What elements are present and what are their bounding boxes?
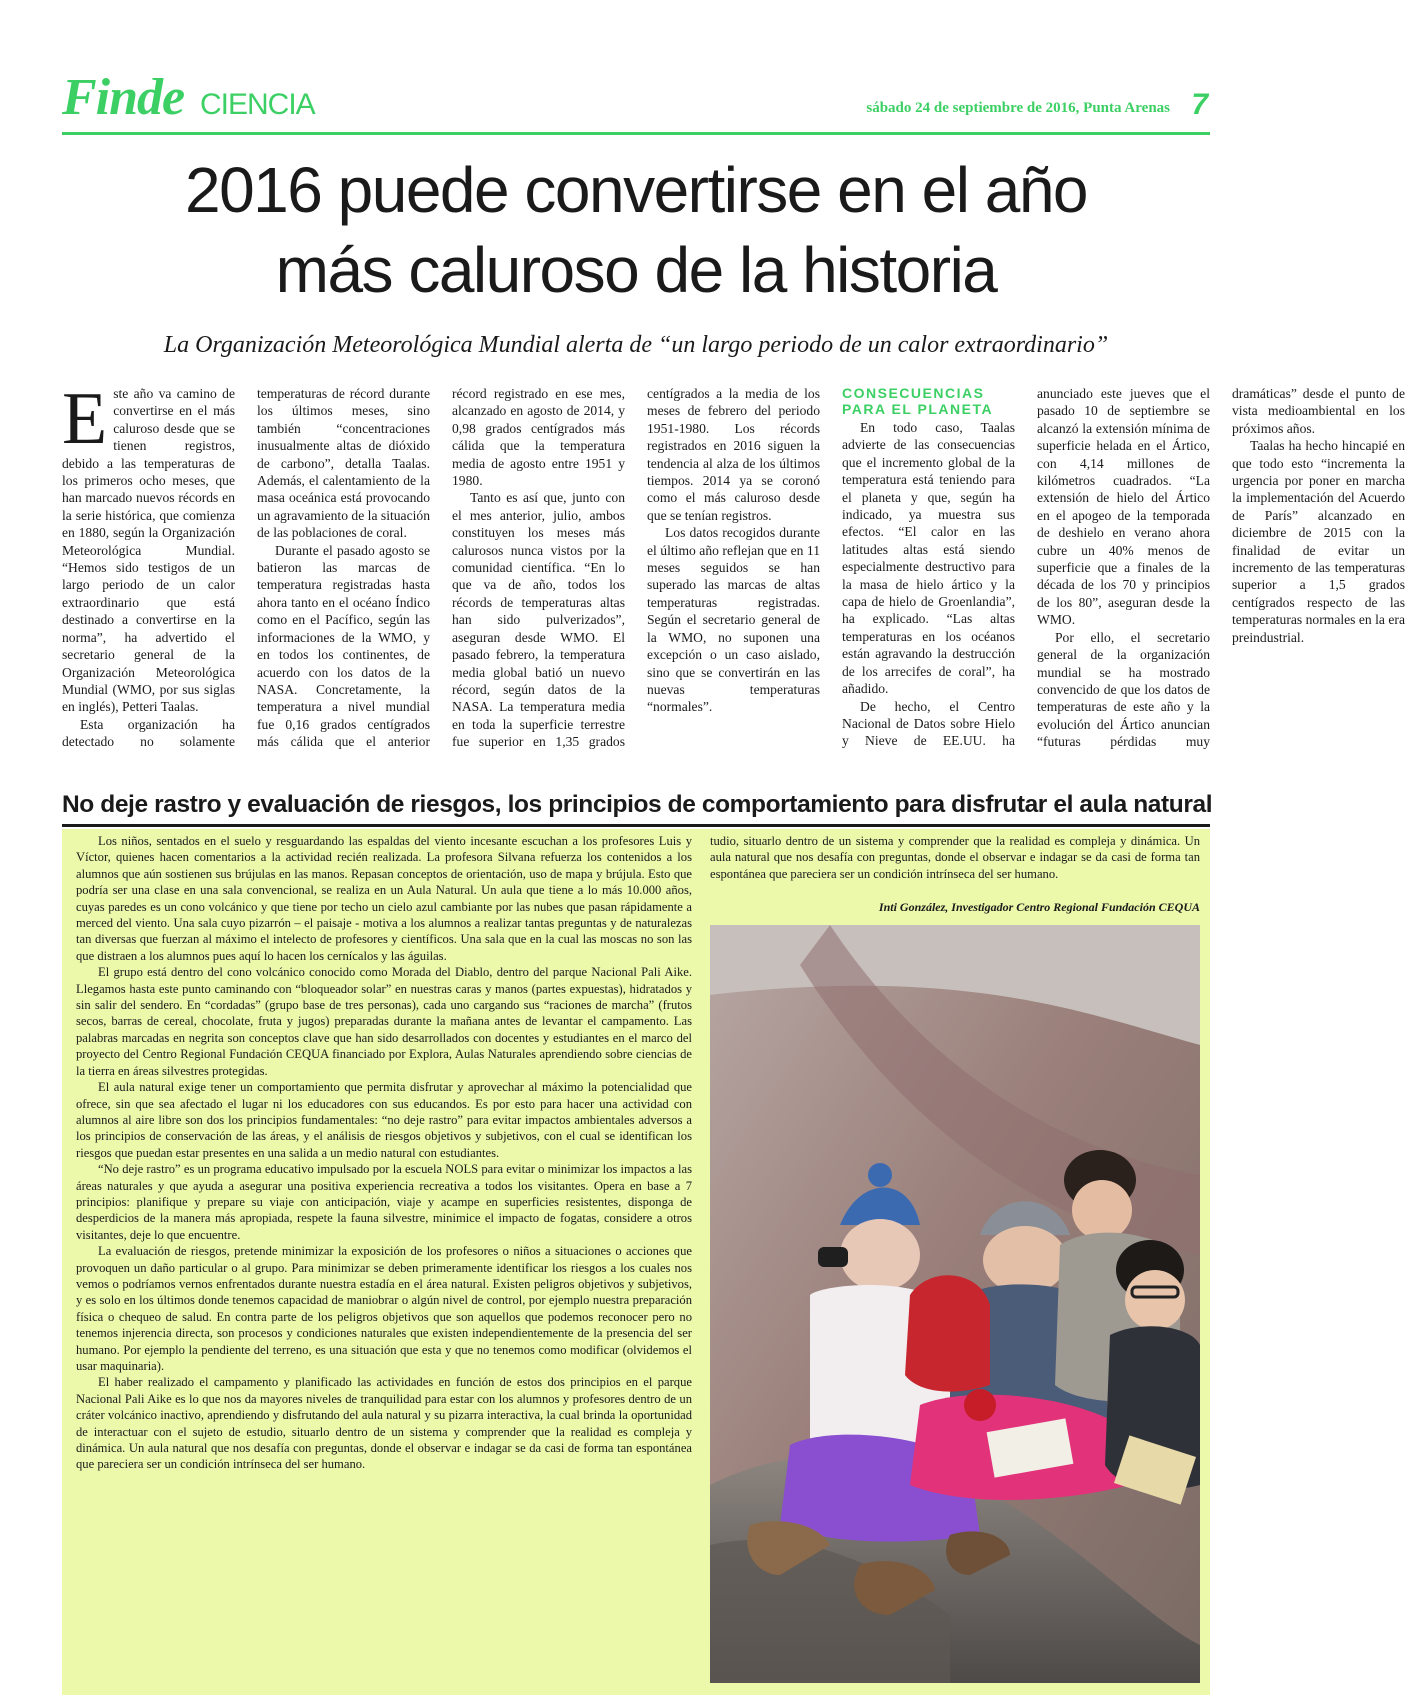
paragraph: [62, 378, 235, 716]
paragraph: Taalas ha hecho hincapié en que todo esto “incrementa la urgencia por poner en marcha la implementación del Acuerdo de París” alcanzado en diciembre de 2015 con la finalidad de evitar un incremento de las temperaturas superior a 1,5 grados centígrados respecto de las temperaturas normales en la era preindustrial.: [1232, 438, 1405, 645]
drop-cap: E: [62, 378, 108, 460]
paragraph: Esta organización ha detectado no solamente temperaturas de récord durante los últimos meses, sino también “concentraciones inusualmente altas de dióxido de carbono”, detalla Taalas. Además, el calentamiento de la masa oceánica está provocando un agravamiento de la situación de las poblaciones de coral.: [62, 386, 430, 750]
paragraph-continued: tudio, situarlo dentro de un sistema y comprender que la realidad es compleja y dinámica. Un aula natural que nos desafía con preguntas, donde el observar e indagar se da casi de forma tan espontánea que pareciera ser un condición intrínseca del ser humano.: [710, 834, 1200, 881]
paragraph: Tanto es así que, junto con el mes anterior, julio, ambos constituyen los meses más calurosos nunca vistos por la comunidad científica. “En lo que va de año, todos los récords de temperaturas altas han sido pulverizados”, aseguran desde WMO. El pasado febrero, la temperatura media global batió un nuevo récord, según datos de la NASA. La temperatura media en toda la superficie terrestre fue superior en 1,35 grados centígrados a la media de los meses de febrero del periodo 1951-1980. Los récords registrados en 2016 siguen la tendencia al alza de los últimos tiempos. 2014 ya se coronó como el más caluroso desde que se tenían registros.: [452, 386, 820, 750]
article-body: [62, 378, 1405, 761]
byline: Inti González, Investigador Centro Regional Fundación CEQUA: [878, 900, 1200, 914]
paragraph: De hecho, el Centro Nacional de Datos sobre Hielo y Nieve de EE.UU. ha anunciado este jueves que el pasado 10 de septiembre se alcanzó la extensión mínima de superficie helada en el Ártico, con 4,14 millones de kilómetros cuadrados. “La extensión de hielo del Ártico en el apogeo de la temporada de deshielo en verano ahora cubre un 40% menos de superficie que a finales de la década de los 70 y principios de los 80”, aseguran desde la WMO.: [842, 386, 1210, 749]
paragraph: En todo caso, Taalas advierte de las consecuencias que el incremento global de la temperatura está teniendo para el planeta y que, según ha indicado, ya muestra sus efectos. “El calor en las latitudes altas está siendo especialmente destructivo para la masa de hielo ártico y la capa de hielo de Groenlandia”, ha explicado. “Las altas temperaturas en los océanos están agravando la destrucción de los arrecifes de coral”, ha añadido.: [842, 420, 1015, 697]
headline-line-2: más caluroso de la historia: [275, 234, 997, 306]
paragraph: El aula natural exige tener un comportamiento que permita disfrutar y aprovechar al máximo la potencialidad que ofrece, sin que sea afectado el lugar ni los educadores con sus educandos. Es por esto para hacer una actividad con alumnos al aire libre son dos los principios fundamentales: “no deje rastro” para evitar impactos ambientales adversos a los principios de conservación de las áreas, y el análisis de riesgos objetivos y subjetivos, con el cual se identifican los riesgos que puedan estar presentes en una salida a un medio natural con estudiantes.: [76, 1080, 692, 1160]
dateline: sábado 24 de septiembre de 2016, Punta Arenas: [866, 100, 1170, 116]
subhead: La Organización Meteorológica Mundial alerta de “un largo periodo de un calor extraordinario”: [163, 332, 1109, 358]
sidebar-column-left: [76, 833, 692, 1683]
students-photo-illustration: [710, 925, 1200, 1683]
headline: [62, 150, 1210, 310]
page-number: 7: [1191, 88, 1208, 121]
sidebar-title: No deje rastro y evaluación de riesgos, los principios de comportamiento para disfrutar el aula natural: [62, 791, 1213, 818]
paragraph: El haber realizado el campamento y planificado las actividades en función de estos dos principios en el parque Nacional Pali Aike es lo que nos da mayores niveles de tranquilidad para estar con los alumnos y profesores dentro de un cráter volcánico inactivo, aprendiendo y disfrutando del aula natural y su pizarra interactiva, la cual brinda la oportunidad de interactuar con el sujeto de estudio, situarlo dentro de un sistema y comprender que la realidad es compleja y dinámica. Un aula natural que nos desafía con preguntas, donde el observar e indagar se da casi de forma tan espontánea que pareciera ser un condición intrínseca del ser humano.: [76, 1375, 692, 1472]
paragraph: Durante el pasado agosto se batieron las marcas de temperatura registradas hasta ahora tanto en el océano Índico como en el Pacífico, según las informaciones de la WMO, y en todos los continentes, de acuerdo con los datos de la NASA. Concretamente, la temperatura a nivel mundial fue 0,16 grados centígrados más cálida que el anterior récord registrado en ese mes, alcanzado en agosto de 2014, y 0,98 grados centígrados más cálida que la temperatura media de agosto entre 1951 y 1980.: [257, 386, 625, 750]
masthead-rule: [62, 132, 1210, 135]
headline-line-1: 2016 puede convertirse en el año: [184, 154, 1088, 226]
section-label: CIENCIA: [200, 88, 315, 121]
sidebar-rule: [62, 824, 1210, 827]
sidebar-box: [62, 829, 1210, 1695]
masthead: [62, 70, 1210, 130]
paragraph-text: ste año va camino de convertirse en el más caluroso desde que se tienen registros, debido a las temperaturas de los primeros ocho meses, que han marcado nuevos récords en la serie histórica, que comienza en 1880, según la Organización Meteorológica Mundial. “Hemos sido testigos de un largo periodo de un calor extraordinario que está destinado a convertirse en la norma”, ha advertido el secretario general de la Organización Meteorológica Mundial (WMO, por sus siglas en inglés), Petteri Taalas.: [62, 386, 235, 715]
paragraph: Los niños, sentados en el suelo y resguardando las espaldas del viento incesante escuchan a los profesores Luis y Víctor, quienes hacen comentarios a la actividad recién realizada. La profesora Silvana refuerza los contenidos a los alumnos que aún sostienen sus brújulas en las manos. Repasan conceptos de orientación, uso de mapa y brújula. Esto que podría ser una clase en una sala convencional, se realiza en un Aula Natural. Un aula que tiene a lo más 10.000 años, cuyas paredes es un cono volcánico y que tiene por techo un cielo azul cambiante por las nubes que pasan rápidamente a merced del viento. Una sala cuyo pizarrón – el paisaje - motiva a los alumnos a realizar tantas preguntas y de naturalezas tan diversas que fuerzan al máximo el intelecto de profesores y científicos. Una sala que en la cual las moscas no son las que distraen a los alumnos pues aquí lo hacen los cernícalos y las águilas.: [76, 834, 692, 963]
paragraph: “No deje rastro” es un programa educativo impulsado por la escuela NOLS para evitar o minimizar los impactos a las áreas naturales y que ayuda a asegurar una positiva experiencia recreativa a todos los visitantes. Opera en base a 7 principios: planifique y prepare su viaje con anticipación, viaje y acampe en superficies resistentes, disponga de desperdicios de la manera más apropiada, respete la fauna silvestre, minimice el impacto de fogatas, considere a otros visitantes, deje lo que encuentre.: [76, 1162, 692, 1242]
section-heading: CONSECUENCIAS PARA EL PLANETA: [842, 385, 994, 417]
paragraph: Por ello, el secretario general de la organización mundial se ha mostrado convencido de que los datos de temperaturas de este año y la evolución del Ártico anuncian “futuras pérdidas muy dramáticas” desde el punto de vista medioambiental en los próximos años.: [1037, 386, 1405, 750]
paragraph: El grupo está dentro del cono volcánico conocido como Morada del Diablo, dentro del parque Nacional Pali Aike. Llegamos hasta este punto caminando con “bloqueador solar” en nuestras caras y manos (partes expuestas), hidratados y sin salir del sendero. En “cordadas” (grupo base de tres personas), cada uno cargando sus “raciones de marcha” (frutos secos, barras de cereal, chocolate, fruta y jugos) preparadas durante la mañana antes de levantar el campamento. Las palabras marcadas en negrita son conceptos clave que han sido desarrollados con docentes y estudiantes en el marco del proyecto del Centro Regional Fundación CEQUA financiado por Explora, Aulas Naturales aprendiendo sobre ciencias de la tierra en áreas silvestres protegidas.: [76, 965, 692, 1078]
sidebar-column-right: [710, 833, 1200, 882]
paragraph: La evaluación de riesgos, pretende minimizar la exposición de los profesores o niños a situaciones o acciones que provoquen un daño particular o al grupo. Para minimizar se deben primeramente identificar los riesgos a los cuales nos vemos o podríamos vernos enfrentados durante nuestra estadía en el área natural. Existen peligros objetivos y subjetivos, y es solo en los últimos donde tenemos capacidad de maniobrar o algún nivel de control, por ejemplo nuestra preparación física o chequeo de salud. En contra parte de los peligros objetivos que son aquellos que podemos reconocer pero no tenemos injerencia directa, son procesos y condiciones naturales que existen independientemente de la presencia del ser humano. Por ejemplo la pendiente del terreno, es una situación que esta y que no tenemos como modificar (olvidemos el usar maquinaria).: [76, 1244, 692, 1373]
paragraph: Los datos recogidos durante el último año reflejan que en 11 meses seguidos se han superado las marcas de altas temperaturas registradas. Según el secretario general de la WMO, no suponen una excepción o un caso aislado, sino que se convertirán en las nuevas temperaturas “normales”.: [647, 525, 820, 715]
brand-logo: Finde: [62, 69, 185, 126]
students-photo: [710, 925, 1200, 1683]
